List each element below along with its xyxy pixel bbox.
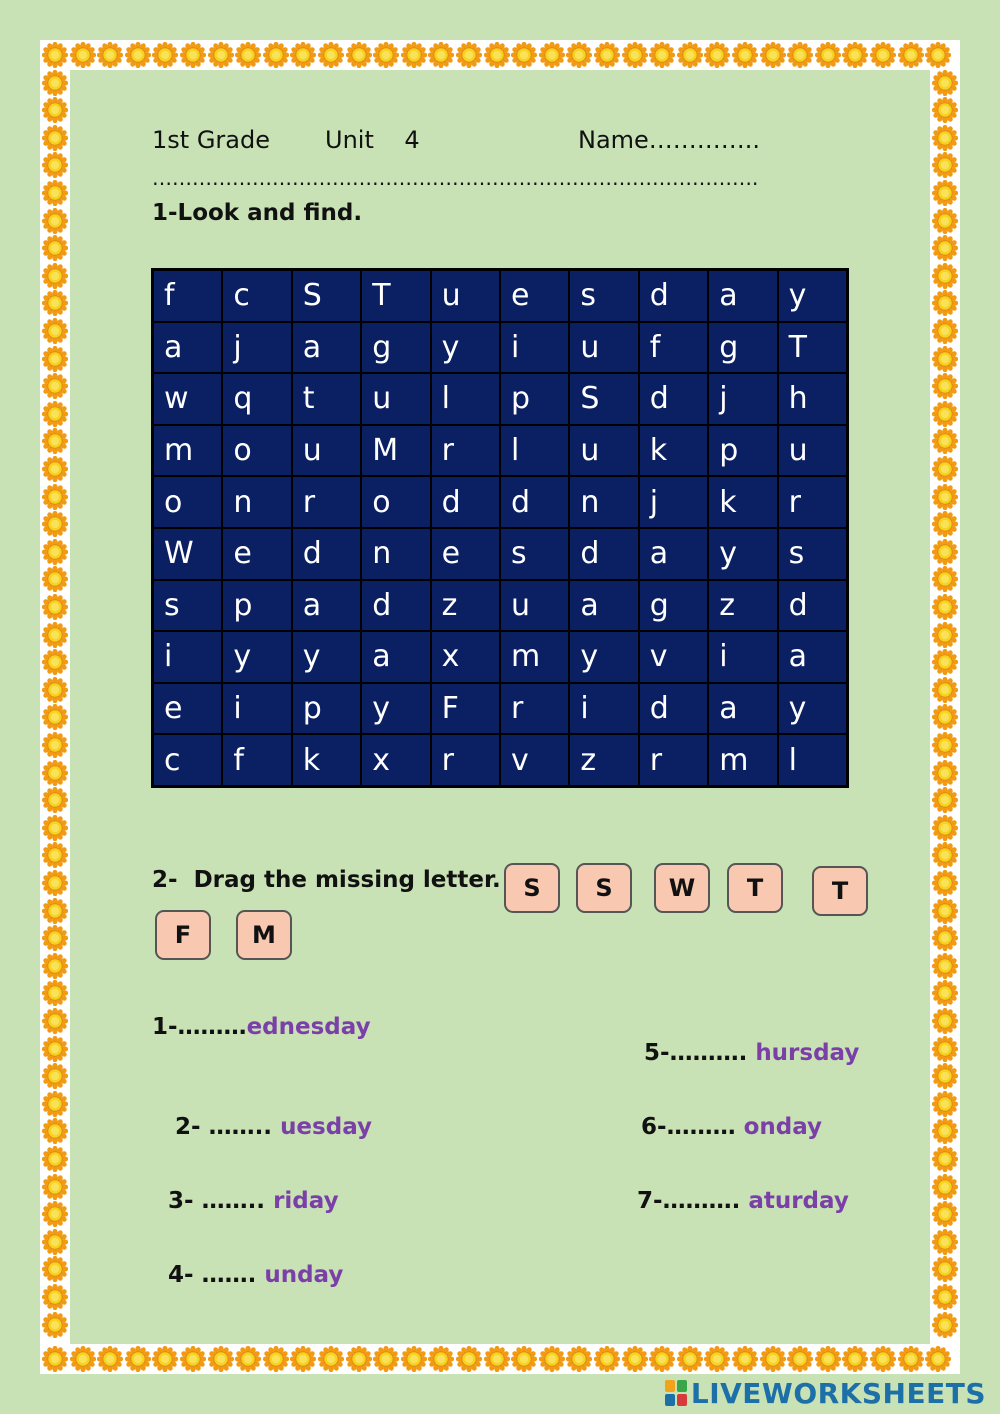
grid-cell[interactable]: p [500, 373, 569, 425]
grid-cell[interactable]: n [222, 476, 291, 528]
flower-icon [152, 1346, 178, 1372]
exercise-item-3 [152, 1162, 339, 1214]
flower-icon [677, 1346, 703, 1372]
grid-cell[interactable]: m [500, 631, 569, 683]
flower-icon [42, 1091, 68, 1117]
flower-icon [932, 898, 958, 924]
flower-icon [932, 1118, 958, 1144]
flower-icon [42, 953, 68, 979]
grid-cell[interactable]: W [153, 528, 222, 580]
grid-cell[interactable]: a [778, 631, 847, 683]
flower-icon [932, 704, 958, 730]
grid-cell[interactable]: o [361, 476, 430, 528]
flower-icon [42, 346, 68, 372]
grid-cell[interactable]: y [431, 322, 500, 374]
flower-icon [677, 42, 703, 68]
grid-cell[interactable]: d [639, 373, 708, 425]
flower-icon [42, 1036, 68, 1062]
grid-cell[interactable]: n [569, 476, 638, 528]
flower-icon [704, 1346, 730, 1372]
flower-icon [42, 1256, 68, 1282]
grid-cell[interactable]: y [292, 631, 361, 683]
grid-cell[interactable]: m [153, 425, 222, 477]
flower-icon [42, 42, 68, 68]
grid-cell[interactable]: d [778, 580, 847, 632]
flower-icon [42, 787, 68, 813]
flower-icon [932, 566, 958, 592]
grid-cell[interactable]: k [708, 476, 777, 528]
flower-icon [932, 235, 958, 261]
item-number[interactable]: 2- …….. [175, 1114, 281, 1140]
flower-icon [787, 1346, 813, 1372]
grid-cell[interactable]: a [153, 322, 222, 374]
grade-label: 1st Grade [152, 126, 270, 154]
flower-icon [318, 42, 344, 68]
flower-icon [42, 1312, 68, 1338]
flower-icon [97, 42, 123, 68]
flower-icon [932, 152, 958, 178]
exercise-item-6 [625, 1088, 822, 1140]
flower-icon [932, 1008, 958, 1034]
flower-icon [42, 1174, 68, 1200]
grid-cell[interactable]: s [778, 528, 847, 580]
flower-icon [70, 42, 96, 68]
grid-cell[interactable]: i [153, 631, 222, 683]
flower-icon [152, 42, 178, 68]
flower-icon [594, 1346, 620, 1372]
grid-cell[interactable]: z [708, 580, 777, 632]
flower-icon [42, 97, 68, 123]
letter-tile-f[interactable]: F [155, 910, 211, 960]
grid-cell[interactable]: j [639, 476, 708, 528]
flower-icon [760, 42, 786, 68]
flower-icon [932, 1174, 958, 1200]
flower-icon [932, 760, 958, 786]
grid-cell[interactable]: o [222, 425, 291, 477]
flower-icon [42, 980, 68, 1006]
grid-cell[interactable]: r [431, 734, 500, 786]
flower-icon [42, 373, 68, 399]
name-dotted-line: ………………………………………………………………………………. [152, 166, 759, 190]
flower-icon [594, 42, 620, 68]
grid-cell[interactable]: y [708, 528, 777, 580]
flower-icon [42, 732, 68, 758]
flower-icon [787, 42, 813, 68]
flower-icon [932, 1201, 958, 1227]
flower-icon [932, 594, 958, 620]
flower-icon [42, 263, 68, 289]
grid-cell[interactable]: p [222, 580, 291, 632]
grid-cell[interactable]: e [153, 683, 222, 735]
flower-icon [932, 1036, 958, 1062]
flower-icon [704, 42, 730, 68]
flower-icon [42, 594, 68, 620]
grid-cell[interactable]: k [639, 425, 708, 477]
letter-tile-t-2[interactable]: T [812, 866, 868, 916]
flower-icon [42, 456, 68, 482]
flower-icon [42, 1063, 68, 1089]
flower-icon [932, 180, 958, 206]
flower-icon [932, 208, 958, 234]
flower-icon [42, 842, 68, 868]
flower-icon [208, 1346, 234, 1372]
flower-icon [932, 622, 958, 648]
flower-icon [42, 539, 68, 565]
flower-icon [932, 732, 958, 758]
flower-icon [290, 42, 316, 68]
flower-icon [484, 1346, 510, 1372]
grid-cell[interactable]: x [431, 631, 500, 683]
grid-cell[interactable]: c [153, 734, 222, 786]
grid-cell[interactable]: z [569, 734, 638, 786]
flower-icon [932, 484, 958, 510]
flower-icon [235, 1346, 261, 1372]
flower-icon [932, 1312, 958, 1338]
flower-icon [125, 42, 151, 68]
item-number[interactable]: 4- ……. [168, 1262, 265, 1288]
grid-cell[interactable]: u [778, 425, 847, 477]
grid-cell[interactable]: a [292, 322, 361, 374]
flower-icon [760, 1346, 786, 1372]
grid-cell[interactable]: a [361, 631, 430, 683]
flower-icon [42, 677, 68, 703]
grid-cell[interactable]: u [500, 580, 569, 632]
grid-cell[interactable]: y [569, 631, 638, 683]
flower-icon [898, 42, 924, 68]
flower-icon [70, 1346, 96, 1372]
grid-cell[interactable]: s [153, 580, 222, 632]
flower-icon [318, 1346, 344, 1372]
grid-cell[interactable]: h [778, 373, 847, 425]
flower-icon [932, 677, 958, 703]
flower-icon [932, 346, 958, 372]
flower-icon [484, 42, 510, 68]
flower-icon [732, 1346, 758, 1372]
item-number[interactable]: 5-………. [644, 1040, 756, 1066]
grid-cell[interactable]: q [222, 373, 291, 425]
grid-cell[interactable]: i [708, 631, 777, 683]
flower-icon [42, 208, 68, 234]
flower-icon [42, 511, 68, 537]
flower-icon [42, 622, 68, 648]
flower-icon [649, 42, 675, 68]
letter-tile-m[interactable]: M [236, 910, 292, 960]
flower-icon [932, 1284, 958, 1310]
grid-cell[interactable]: f [222, 734, 291, 786]
grid-cell[interactable]: d [639, 683, 708, 735]
flower-icon [401, 42, 427, 68]
flower-icon [932, 1229, 958, 1255]
flower-icon [263, 1346, 289, 1372]
flower-icon [42, 760, 68, 786]
flower-icon [42, 649, 68, 675]
grid-cell[interactable]: v [500, 734, 569, 786]
flower-icon [208, 42, 234, 68]
grid-cell[interactable]: e [431, 528, 500, 580]
flower-icon [290, 1346, 316, 1372]
flower-icon [428, 42, 454, 68]
section2-title: 2- Drag the missing letter. [152, 867, 501, 893]
flower-icon [373, 42, 399, 68]
flower-icon [649, 1346, 675, 1372]
grid-cell[interactable]: j [222, 322, 291, 374]
flower-icon [42, 1201, 68, 1227]
flower-icon [263, 42, 289, 68]
flower-icon [42, 401, 68, 427]
item-word: aturday [748, 1188, 849, 1214]
exercise-item-2 [159, 1088, 372, 1140]
flower-icon [566, 42, 592, 68]
grid-cell[interactable]: y [222, 631, 291, 683]
flower-icon [42, 704, 68, 730]
grid-cell[interactable]: f [639, 322, 708, 374]
grid-cell[interactable]: y [361, 683, 430, 735]
flower-icon [815, 42, 841, 68]
grid-cell[interactable]: r [500, 683, 569, 735]
flower-icon [42, 290, 68, 316]
grid-cell[interactable]: s [569, 270, 638, 322]
flower-icon [42, 428, 68, 454]
grid-cell[interactable]: w [153, 373, 222, 425]
flower-icon [932, 1091, 958, 1117]
flower-icon [870, 42, 896, 68]
flower-icon [97, 1346, 123, 1372]
item-word: onday [743, 1114, 823, 1140]
flower-icon [428, 1346, 454, 1372]
exercise-item-4 [152, 1236, 343, 1288]
grid-cell[interactable]: S [292, 270, 361, 322]
grid-cell[interactable]: l [431, 373, 500, 425]
letter-tile-s-1[interactable]: S [504, 863, 560, 913]
grid-cell[interactable]: g [639, 580, 708, 632]
grid-cell[interactable]: p [708, 425, 777, 477]
item-number[interactable]: 7-………. [637, 1188, 749, 1214]
grid-cell[interactable]: a [569, 580, 638, 632]
grid-cell[interactable]: z [431, 580, 500, 632]
flower-icon [932, 125, 958, 151]
flower-icon [42, 1008, 68, 1034]
flower-icon [42, 898, 68, 924]
grid-cell[interactable]: p [292, 683, 361, 735]
grid-cell[interactable]: u [292, 425, 361, 477]
flower-icon [932, 980, 958, 1006]
grid-cell[interactable]: g [708, 322, 777, 374]
flower-icon [373, 1346, 399, 1372]
flower-icon [42, 125, 68, 151]
grid-cell[interactable]: M [361, 425, 430, 477]
logo-text: LIVEWORKSHEETS [690, 1376, 986, 1410]
flower-icon [42, 70, 68, 96]
flower-icon [932, 318, 958, 344]
flower-icon [42, 870, 68, 896]
flower-icon [42, 152, 68, 178]
flower-icon [842, 42, 868, 68]
grid-cell[interactable]: n [361, 528, 430, 580]
grid-cell[interactable]: r [292, 476, 361, 528]
flower-icon [932, 401, 958, 427]
grid-cell[interactable]: d [361, 580, 430, 632]
flower-icon [456, 1346, 482, 1372]
item-number[interactable]: 3- …….. [168, 1188, 274, 1214]
flower-icon [932, 539, 958, 565]
flower-icon [870, 1346, 896, 1372]
flower-icon [732, 42, 758, 68]
grid-cell[interactable]: i [222, 683, 291, 735]
flower-icon [932, 842, 958, 868]
grid-cell[interactable]: S [569, 373, 638, 425]
grid-cell[interactable]: a [708, 683, 777, 735]
grid-cell[interactable]: d [500, 476, 569, 528]
item-number[interactable]: 1-……… [152, 1014, 247, 1040]
flower-icon [932, 290, 958, 316]
grid-cell[interactable]: u [569, 322, 638, 374]
grid-cell[interactable]: i [569, 683, 638, 735]
grid-cell[interactable]: s [500, 528, 569, 580]
grid-cell[interactable]: a [708, 270, 777, 322]
grid-cell[interactable]: d [569, 528, 638, 580]
grid-cell[interactable]: o [153, 476, 222, 528]
grid-cell[interactable]: c [222, 270, 291, 322]
item-word: hursday [755, 1040, 860, 1066]
liveworksheets-logo [665, 1376, 986, 1410]
flower-icon [235, 42, 261, 68]
grid-cell[interactable]: v [639, 631, 708, 683]
name-label: Name………….. [578, 126, 761, 154]
grid-cell[interactable]: y [778, 270, 847, 322]
grid-cell[interactable]: F [431, 683, 500, 735]
flower-icon [456, 42, 482, 68]
flower-icon [815, 1346, 841, 1372]
flower-icon [42, 1229, 68, 1255]
letter-tile-s-2[interactable]: S [576, 863, 632, 913]
item-word: uesday [280, 1114, 372, 1140]
grid-cell[interactable]: d [639, 270, 708, 322]
flower-icon [925, 42, 951, 68]
grid-cell[interactable]: u [361, 373, 430, 425]
unit-label: Unit 4 [325, 126, 420, 154]
section1-title: 1-Look and find. [152, 200, 363, 226]
exercise-item-7 [621, 1162, 849, 1214]
flower-icon [42, 235, 68, 261]
grid-cell[interactable]: T [361, 270, 430, 322]
grid-cell[interactable]: y [778, 683, 847, 735]
flower-icon [42, 1346, 68, 1372]
flower-icon [932, 428, 958, 454]
grid-cell[interactable]: f [153, 270, 222, 322]
flower-icon [42, 925, 68, 951]
flower-icon [932, 97, 958, 123]
flower-icon [511, 1346, 537, 1372]
flower-icon [932, 815, 958, 841]
flower-icon [932, 70, 958, 96]
logo-mark-icon [665, 1380, 687, 1406]
flower-icon [539, 1346, 565, 1372]
flower-icon [932, 925, 958, 951]
grid-cell[interactable]: r [778, 476, 847, 528]
flower-icon [539, 42, 565, 68]
exercise-item-1 [152, 1014, 371, 1040]
item-number[interactable]: 6-……… [641, 1114, 744, 1140]
flower-icon [932, 870, 958, 896]
flower-icon [180, 42, 206, 68]
grid-cell[interactable]: e [222, 528, 291, 580]
flower-icon [932, 263, 958, 289]
flower-icon [346, 42, 372, 68]
flower-icon [932, 1063, 958, 1089]
grid-cell[interactable]: g [361, 322, 430, 374]
flower-icon [622, 1346, 648, 1372]
word-search-grid [151, 268, 849, 788]
grid-cell[interactable]: d [431, 476, 500, 528]
flower-icon [932, 1256, 958, 1282]
flower-icon [932, 1146, 958, 1172]
letter-tile-w[interactable]: W [654, 863, 710, 913]
item-word: ednesday [246, 1014, 371, 1040]
flower-icon [42, 484, 68, 510]
flower-icon [42, 815, 68, 841]
grid-cell[interactable]: j [708, 373, 777, 425]
flower-icon [42, 180, 68, 206]
grid-cell[interactable]: l [778, 734, 847, 786]
grid-cell[interactable]: x [361, 734, 430, 786]
grid-cell[interactable]: T [778, 322, 847, 374]
flower-icon [932, 373, 958, 399]
exercise-item-5 [628, 1014, 859, 1066]
flower-icon [932, 649, 958, 675]
flower-icon [932, 787, 958, 813]
flower-icon [42, 1146, 68, 1172]
grid-cell[interactable]: l [500, 425, 569, 477]
flower-icon [622, 42, 648, 68]
grid-cell[interactable]: a [639, 528, 708, 580]
flower-icon [932, 953, 958, 979]
flower-icon [346, 1346, 372, 1372]
flower-icon [511, 42, 537, 68]
flower-icon [180, 1346, 206, 1372]
flower-icon [125, 1346, 151, 1372]
grid-cell[interactable]: i [500, 322, 569, 374]
letter-tile-t-1[interactable]: T [727, 863, 783, 913]
grid-cell[interactable]: m [708, 734, 777, 786]
grid-cell[interactable]: r [431, 425, 500, 477]
flower-icon [42, 566, 68, 592]
flower-icon [42, 1284, 68, 1310]
grid-cell[interactable]: u [431, 270, 500, 322]
flower-icon [42, 318, 68, 344]
flower-icon [401, 1346, 427, 1372]
flower-icon [566, 1346, 592, 1372]
grid-cell[interactable]: t [292, 373, 361, 425]
flower-icon [898, 1346, 924, 1372]
grid-cell[interactable]: k [292, 734, 361, 786]
item-word: riday [273, 1188, 339, 1214]
flower-icon [932, 456, 958, 482]
grid-cell[interactable]: r [639, 734, 708, 786]
flower-icon [925, 1346, 951, 1372]
item-word: unday [264, 1262, 344, 1288]
flower-icon [932, 511, 958, 537]
flower-icon [842, 1346, 868, 1372]
grid-cell[interactable]: a [292, 580, 361, 632]
grid-cell[interactable]: d [292, 528, 361, 580]
grid-cell[interactable]: e [500, 270, 569, 322]
grid-cell[interactable]: u [569, 425, 638, 477]
flower-icon [42, 1118, 68, 1144]
